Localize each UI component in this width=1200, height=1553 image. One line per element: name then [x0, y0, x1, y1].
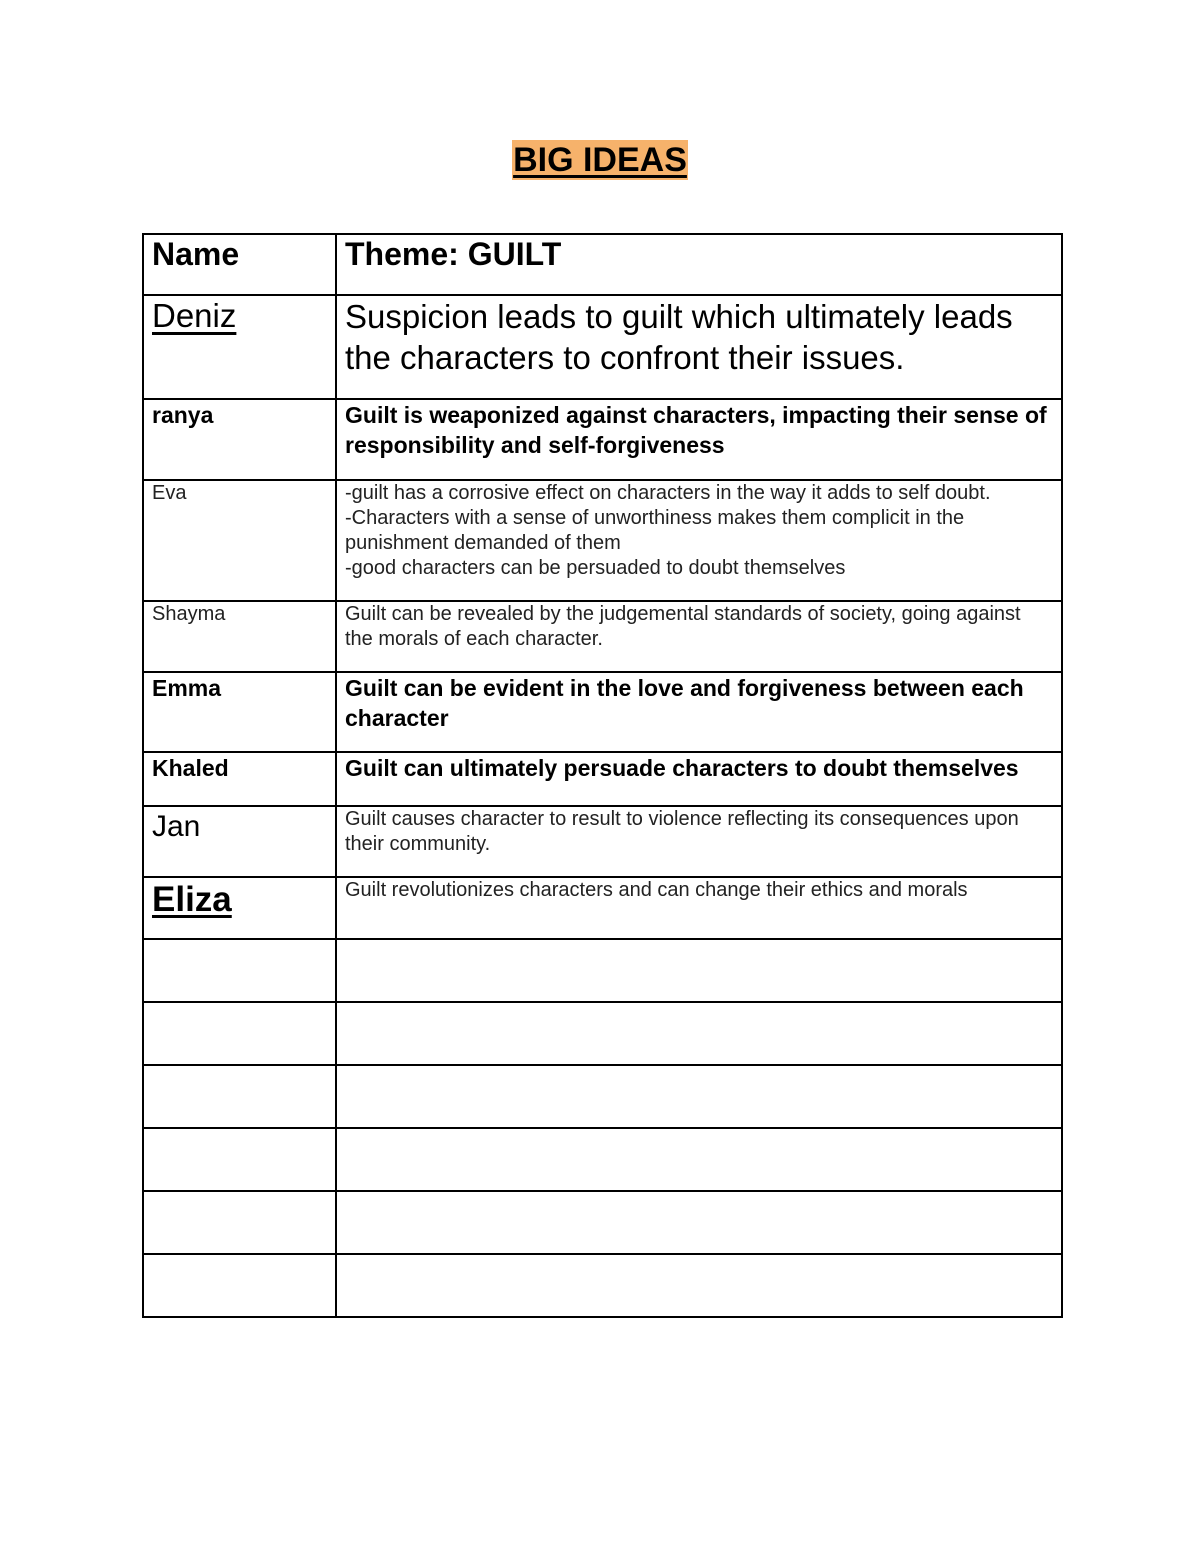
name-cell-ranya[interactable]: ranya	[143, 399, 336, 480]
empty-theme-cell[interactable]	[336, 939, 1062, 1002]
empty-row	[143, 1002, 1062, 1065]
table-row	[143, 399, 1062, 480]
theme-cell-eliza[interactable]: Guilt revolutionizes characters and can change their ethics and morals	[336, 877, 1062, 939]
name-cell-eva[interactable]: Eva	[143, 480, 336, 601]
empty-theme-cell[interactable]	[336, 1191, 1062, 1254]
name-cell-deniz[interactable]: Deniz	[143, 295, 336, 399]
theme-line: -good characters can be persuaded to doubt themselves	[345, 557, 846, 579]
table-header-row	[143, 234, 1062, 295]
theme-cell-emma[interactable]: Guilt can be evident in the love and forgiveness between each character	[336, 672, 1062, 752]
theme-cell-shayma[interactable]: Guilt can be revealed by the judgemental standards of society, going against the morals of each character.	[336, 601, 1062, 672]
empty-row	[143, 1191, 1062, 1254]
header-theme-cell: Theme: GUILT	[336, 234, 1062, 295]
theme-cell-khaled[interactable]: Guilt can ultimately persuade characters to doubt themselves	[336, 752, 1062, 806]
empty-name-cell[interactable]	[143, 1002, 336, 1065]
table-row	[143, 877, 1062, 939]
theme-line: -Characters with a sense of unworthiness makes them complicit in the punishment demanded of them	[345, 507, 965, 554]
theme-cell-ranya[interactable]: Guilt is weaponized against characters, impacting their sense of responsibility and self-forgiveness	[336, 399, 1062, 480]
name-cell-shayma[interactable]: Shayma	[143, 601, 336, 672]
page-title: BIG IDEAS	[513, 141, 687, 179]
table-row	[143, 601, 1062, 672]
table-row	[143, 806, 1062, 877]
empty-theme-cell[interactable]	[336, 1002, 1062, 1065]
theme-line: -guilt has a corrosive effect on characters in the way it adds to self doubt.	[345, 482, 991, 504]
title-container	[0, 140, 1200, 180]
table-row	[143, 295, 1062, 399]
header-name-cell: Name	[143, 234, 336, 295]
name-cell-khaled[interactable]: Khaled	[143, 752, 336, 806]
empty-theme-cell[interactable]	[336, 1254, 1062, 1317]
table-row	[143, 480, 1062, 601]
empty-name-cell[interactable]	[143, 1254, 336, 1317]
empty-name-cell[interactable]	[143, 939, 336, 1002]
empty-theme-cell[interactable]	[336, 1065, 1062, 1128]
empty-row	[143, 1254, 1062, 1317]
empty-name-cell[interactable]	[143, 1065, 336, 1128]
empty-row	[143, 1128, 1062, 1191]
theme-cell-deniz[interactable]: Suspicion leads to guilt which ultimately leads the characters to confront their issues.	[336, 295, 1062, 399]
empty-name-cell[interactable]	[143, 1191, 336, 1254]
table-row	[143, 752, 1062, 806]
theme-cell-eva[interactable]	[336, 480, 1062, 601]
name-cell-emma[interactable]: Emma	[143, 672, 336, 752]
empty-name-cell[interactable]	[143, 1128, 336, 1191]
empty-row	[143, 1065, 1062, 1128]
name-cell-eliza[interactable]: Eliza	[143, 877, 336, 939]
table-row	[143, 672, 1062, 752]
big-ideas-table	[142, 233, 1063, 1318]
name-cell-jan[interactable]: Jan	[143, 806, 336, 877]
empty-theme-cell[interactable]	[336, 1128, 1062, 1191]
empty-row	[143, 939, 1062, 1002]
theme-cell-jan[interactable]: Guilt causes character to result to violence reflecting its consequences upon their community.	[336, 806, 1062, 877]
